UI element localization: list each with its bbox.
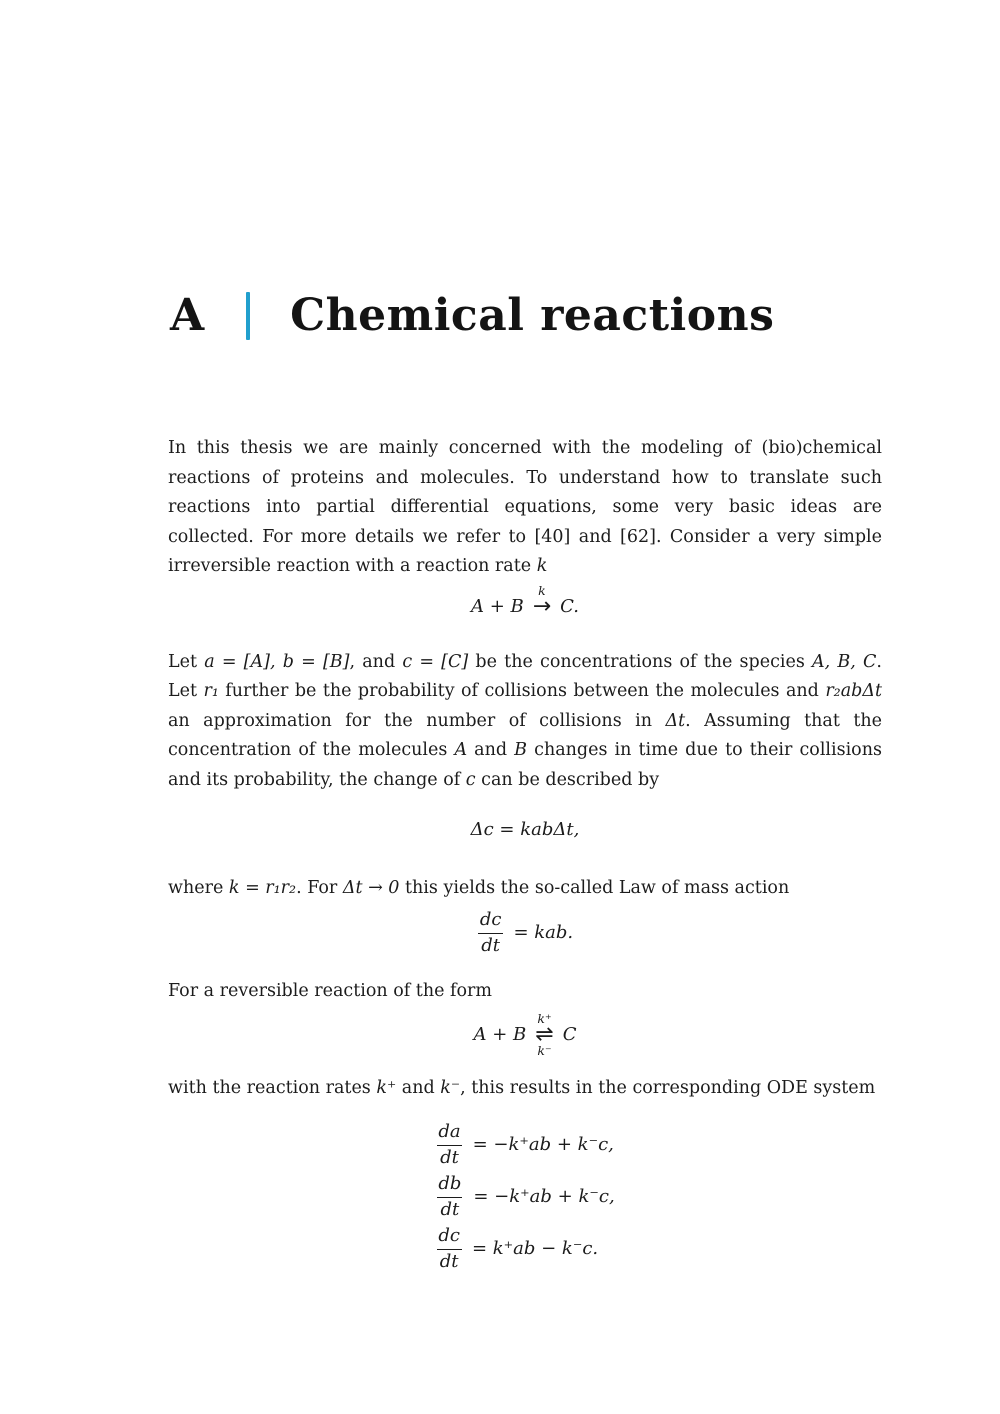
equation-lhs: A + B — [473, 1024, 527, 1046]
equilibrium-harpoons — [535, 1010, 554, 1059]
inline-math: B — [514, 740, 528, 761]
inline-math: k⁻ — [440, 1077, 461, 1098]
chapter-letter: A — [170, 290, 205, 341]
text-run: For a reversible reaction of the form — [168, 981, 492, 1002]
ode-row-b — [435, 1173, 614, 1221]
text-run: this yields the so-called Law of mass action — [399, 877, 790, 898]
equation-rhs: = kab. — [513, 922, 574, 944]
paragraph-reversible — [168, 977, 882, 1007]
inline-math: r₂abΔt — [825, 681, 882, 702]
fraction-denominator: dt — [478, 933, 503, 958]
fraction-numerator: dc — [438, 1225, 460, 1247]
text-run: changes in time due to their collisions and its probability, the change of — [168, 740, 882, 790]
fraction-numerator: db — [438, 1173, 462, 1195]
text-run: can be described by — [475, 769, 660, 790]
inline-math: a = [A], b = [B] — [204, 651, 350, 672]
ode-row-a — [435, 1121, 614, 1169]
equilibrium-harpoons-icon: ⇌ — [535, 1022, 554, 1048]
chapter-divider-bar — [246, 292, 250, 340]
text-run: Let — [168, 651, 205, 672]
rate-label: k — [538, 582, 546, 598]
fraction — [477, 909, 505, 957]
equation-irreversible-reaction — [168, 582, 882, 624]
equation-body: Δc = kabΔt, — [470, 818, 580, 840]
fraction-denominator: dt — [437, 1145, 462, 1170]
text-run: . For — [296, 877, 343, 898]
text-run: . Let — [168, 651, 882, 702]
forward-rate-label: k⁺ — [537, 1010, 552, 1026]
equation-reversible-reaction — [168, 1010, 882, 1059]
text-run: be the concentrations of the species — [468, 651, 813, 672]
text-run: and — [467, 740, 515, 761]
page-body — [168, 434, 882, 1275]
text-run: , this results in the corresponding ODE system — [460, 1077, 876, 1098]
chapter-title: Chemical reactions — [290, 290, 775, 341]
text-run: . Assuming that the concentration of the molecules — [168, 710, 882, 761]
equation-delta-c — [168, 816, 882, 844]
paragraph-intro — [168, 434, 882, 582]
fraction — [435, 1225, 463, 1273]
text-run: where — [168, 877, 229, 898]
chapter-heading — [170, 292, 774, 340]
inline-math: c — [465, 769, 476, 790]
text-run: further be the probability of collisions between the molecules and — [218, 681, 826, 702]
ode-rows — [435, 1119, 614, 1275]
inline-math: Δt — [665, 710, 686, 731]
inline-math: k = r₁r₂ — [228, 877, 297, 898]
ode-rhs: = −k⁺ab + k⁻c, — [472, 1134, 614, 1156]
inline-math: A — [454, 740, 468, 761]
paragraph-mass-action — [168, 874, 882, 904]
equation-law-of-mass-action — [168, 909, 882, 957]
text-run: an approximation for the number of collisions in — [168, 710, 666, 731]
paragraph-concentrations — [168, 648, 882, 796]
text-run: with the reaction rates — [168, 1077, 377, 1098]
ode-rhs: = −k⁺ab + k⁻c, — [473, 1186, 615, 1208]
fraction-numerator: da — [438, 1121, 461, 1143]
fraction-denominator: dt — [437, 1197, 462, 1222]
right-arrow-icon: → — [532, 594, 552, 620]
ode-row-c — [435, 1225, 598, 1273]
equation-rhs: C — [562, 1024, 577, 1046]
inline-math: k — [536, 556, 548, 577]
text-run: and — [396, 1077, 441, 1098]
equation-lhs: A + B — [470, 595, 524, 617]
fraction-numerator: dc — [479, 909, 502, 931]
inline-math: A, B, C — [812, 651, 877, 672]
equation-ode-system — [168, 1119, 882, 1275]
equation-rhs: C. — [560, 595, 580, 617]
inline-math: Δt → 0 — [342, 877, 400, 898]
backward-rate-label: k⁻ — [537, 1043, 552, 1059]
inline-math: c = [C] — [402, 651, 469, 672]
inline-math: k⁺ — [376, 1077, 397, 1098]
text-run: In this thesis we are mainly concerned with the modeling of (bio)chemical reactions of proteins and molecules. To understand how to translate such reactions into partial differential equations, some very basic ideas are collected. For more details we refer to [40] and [62]. Consider a very simple irreversible reaction with a reaction rate — [168, 438, 882, 577]
text-run: , and — [349, 651, 403, 672]
fraction — [435, 1121, 463, 1169]
inline-math: r₁ — [203, 681, 219, 702]
paragraph-ode-intro — [168, 1074, 882, 1104]
labeled-reaction-arrow — [532, 582, 552, 620]
fraction-denominator: dt — [437, 1249, 462, 1274]
fraction — [435, 1173, 464, 1221]
ode-rhs: = k⁺ab − k⁻c. — [471, 1238, 599, 1260]
